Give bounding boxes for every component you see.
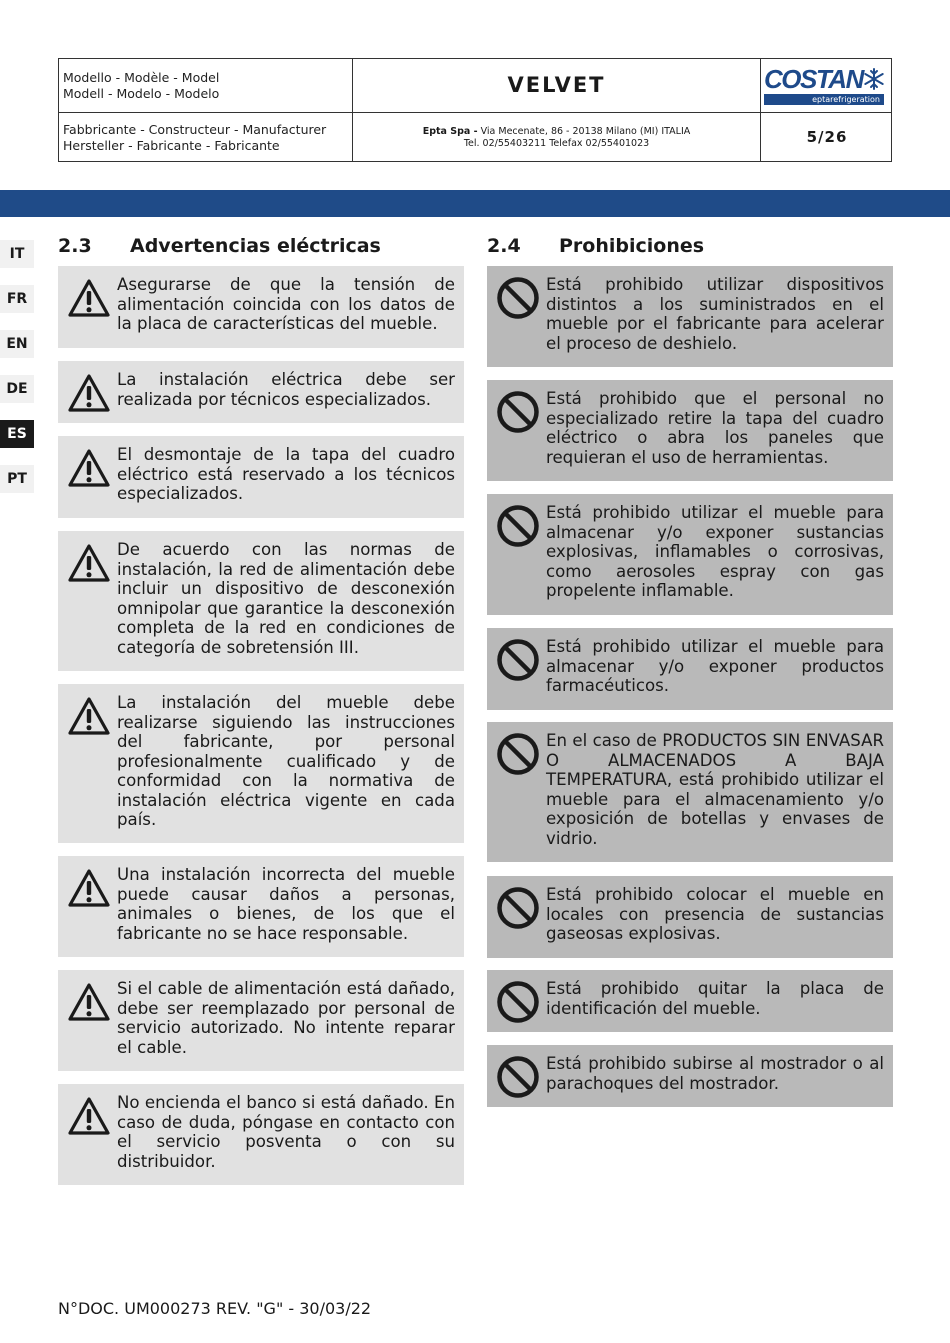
- warning-triangle-icon: [67, 982, 111, 1022]
- manufacturer-label: Fabbricante - Constructeur - Manufacturer Hersteller - Fabricante - Fabricante: [63, 122, 327, 153]
- item-text: Está prohibido quitar la placa de identificación del mueble.: [546, 979, 884, 1018]
- warning-item: [58, 970, 464, 1071]
- header-band: [0, 190, 950, 217]
- item-text: No encienda el banco si está dañado. En caso de duda, póngase en contacto con el servicio posventa o con su distribuidor.: [117, 1093, 455, 1171]
- item-text: Está prohibido utilizar el mueble para almacenar y/o exponer sustancias explosivas, inflamables o corrosivas, como aerosoles espray con gas propelente inflamable.: [546, 503, 884, 600]
- lang-tab-pt[interactable]: PT: [0, 465, 34, 493]
- prohibited-icon: [496, 276, 540, 320]
- warning-item: [58, 1084, 464, 1185]
- lang-tab-fr[interactable]: FR: [0, 285, 34, 313]
- warning-triangle-icon: [67, 543, 111, 583]
- section-number: 2.3: [58, 235, 92, 257]
- lang-tab-es[interactable]: ES: [0, 420, 34, 448]
- prohibition-item: [487, 876, 893, 958]
- snowflake-icon: [862, 67, 886, 91]
- prohibition-item: [487, 628, 893, 710]
- document-reference: N°DOC. UM000273 REV. "G" - 30/03/22: [58, 1299, 372, 1318]
- warning-item: [58, 531, 464, 671]
- model-label: Modello - Modèle - Model Modell - Modelo - Modelo: [63, 70, 220, 101]
- item-text: Está prohibido utilizar el mueble para almacenar y/o exponer productos farmacéuticos.: [546, 637, 884, 695]
- item-text: De acuerdo con las normas de instalación, la red de alimentación debe incluir un dispositivo de desconexión omnipolar que garantice la desconexión completa de la red en condiciones de categoría de sobretensión III.: [117, 540, 455, 657]
- lang-tab-de[interactable]: DE: [0, 375, 34, 403]
- section-heading: Advertencias eléctricas: [130, 235, 381, 257]
- item-text: La instalación del mueble debe realizarse siguiendo las instrucciones del fabricante, por personal profesionalmente cualificado y de conformidad con la normativa de instalación eléctrica vigente en cada país.: [117, 693, 455, 829]
- manufacturer-phone: Tel. 02/55403211 Telefax 02/55401023: [463, 138, 650, 149]
- prohibited-icon: [496, 1055, 540, 1099]
- lang-tab-en[interactable]: EN: [0, 330, 34, 358]
- manufacturer-address: Via Mecenate, 86 - 20138 Milano (MI) ITALIA: [480, 126, 691, 137]
- prohibited-icon: [496, 638, 540, 682]
- model-name: VELVET: [507, 73, 606, 97]
- section-heading: Prohibiciones: [559, 235, 705, 257]
- warning-triangle-icon: [67, 868, 111, 908]
- section-number: 2.4: [487, 235, 521, 257]
- warning-triangle-icon: [67, 696, 111, 736]
- warning-triangle-icon: [67, 1096, 111, 1136]
- prohibited-icon: [496, 886, 540, 930]
- warning-item: [58, 856, 464, 957]
- page-number: 5/26: [806, 128, 848, 146]
- item-text: Está prohibido que el personal no especializado retire la tapa del cuadro eléctrico o abra los paneles que requieran el uso de herramientas.: [546, 389, 884, 467]
- section-title-prohibitions: [487, 234, 704, 258]
- item-text: Está prohibido colocar el mueble en locales con presencia de sustancias gaseosas explosivas.: [546, 885, 884, 943]
- warning-item: [58, 684, 464, 843]
- warning-triangle-icon: [67, 278, 111, 318]
- prohibition-item: [487, 1045, 893, 1107]
- prohibition-item: [487, 266, 893, 367]
- manufacturer-company: Epta Spa -: [422, 126, 478, 137]
- prohibited-icon: [496, 980, 540, 1024]
- warning-item: [58, 436, 464, 518]
- prohibited-icon: [496, 390, 540, 434]
- prohibition-item: [487, 722, 893, 862]
- section-title-electrical: [58, 234, 381, 258]
- header-divider: [59, 112, 891, 113]
- warning-triangle-icon: [67, 448, 111, 488]
- prohibition-item: [487, 380, 893, 481]
- item-text: Está prohibido utilizar dispositivos distintos a los suministrados en el mueble por el fabricante para acelerar el proceso de deshielo.: [546, 275, 884, 353]
- item-text: Una instalación incorrecta del mueble puede causar daños a personas, animales o bienes, de los que el fabricante no se hace responsable.: [117, 865, 455, 943]
- prohibited-icon: [496, 732, 540, 776]
- item-text: Si el cable de alimentación está dañado, debe ser reemplazado por personal de servicio autorizado. No intente reparar el cable.: [117, 979, 455, 1057]
- item-text: El desmontaje de la tapa del cuadro eléctrico está reservado a los técnicos especializados.: [117, 445, 455, 503]
- item-text: En el caso de PRODUCTOS SIN ENVASAR O ALMACENADOS A BAJA TEMPERATURA, está prohibido utilizar el mueble para el almacenamiento y/o exposición de botellas y envases de vidrio.: [546, 731, 884, 848]
- logo-text: COSTAN: [764, 64, 863, 94]
- logo-subtext: eptarefrigeration: [764, 94, 884, 105]
- manufacturer-info: [353, 126, 760, 150]
- prohibited-icon: [496, 504, 540, 548]
- prohibition-item: [487, 970, 893, 1032]
- costan-logo: [764, 65, 886, 107]
- item-text: Está prohibido subirse al mostrador o al parachoques del mostrador.: [546, 1054, 884, 1093]
- item-text: Asegurarse de que la tensión de alimentación coincida con los datos de la placa de características del mueble.: [117, 275, 455, 333]
- document-header: [58, 58, 892, 162]
- item-text: La instalación eléctrica debe ser realizada por técnicos especializados.: [117, 370, 455, 409]
- lang-tab-it[interactable]: IT: [0, 240, 34, 268]
- warning-item: [58, 266, 464, 348]
- warning-item: [58, 361, 464, 423]
- warning-triangle-icon: [67, 373, 111, 413]
- prohibition-item: [487, 494, 893, 615]
